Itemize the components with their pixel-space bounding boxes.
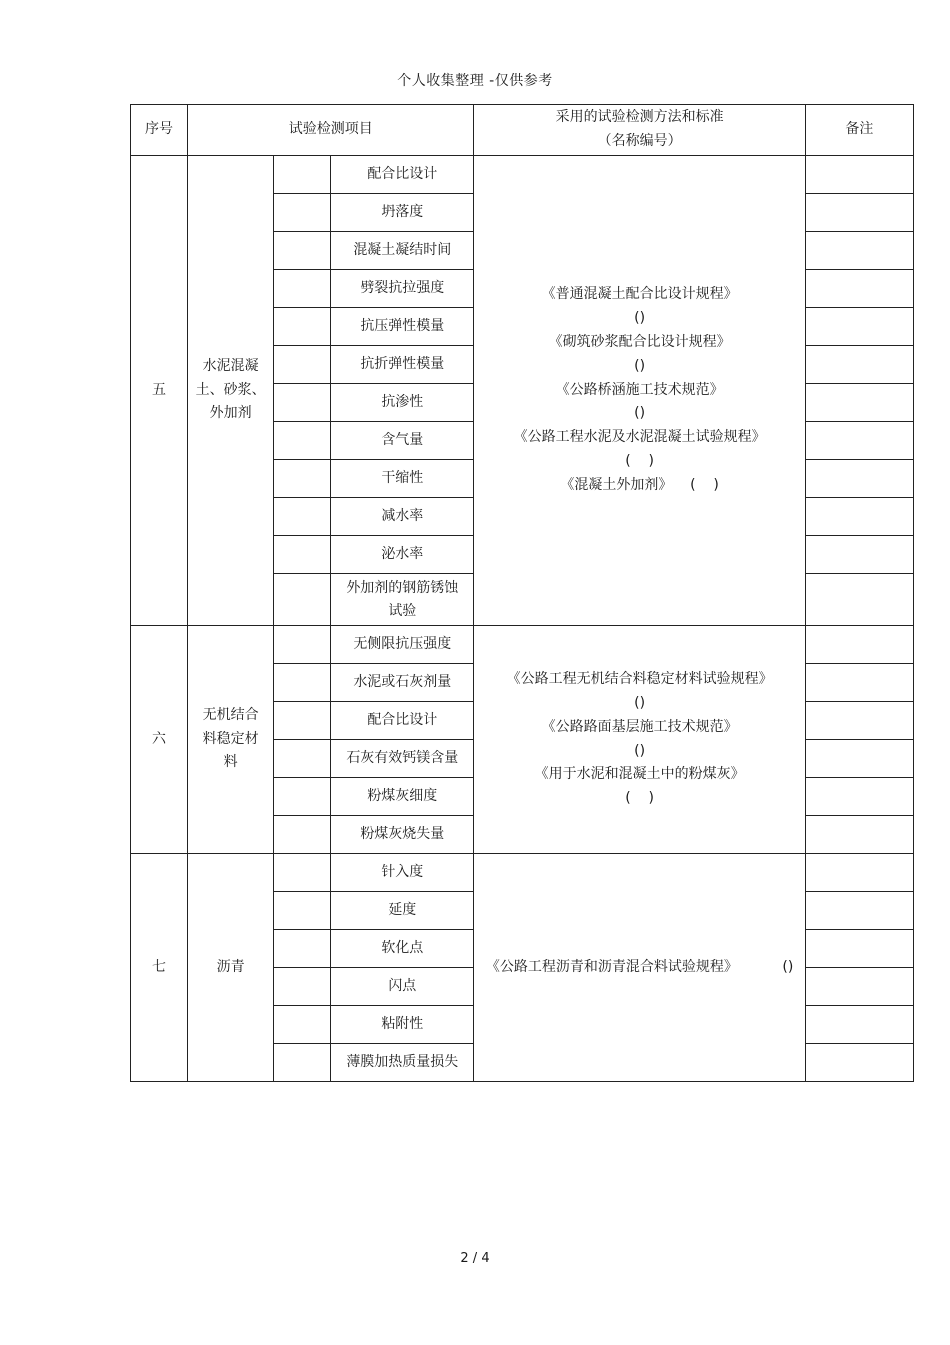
remark-cell [805, 384, 913, 422]
item-code-cell [274, 626, 331, 664]
standard-line: 《公路桥涵施工技术规范》 [555, 381, 724, 398]
remark-cell [805, 740, 913, 778]
category-line: 水泥混凝 [202, 357, 259, 374]
test-item: 闪点 [331, 968, 474, 1006]
standards-cell [474, 156, 805, 626]
item-code-cell [274, 270, 331, 308]
standard-line: ( ) [625, 452, 654, 469]
item-code-cell [274, 156, 331, 194]
table-row [131, 854, 914, 892]
group-number: 七 [131, 854, 188, 1082]
remark-cell [805, 892, 913, 930]
item-code-cell [274, 816, 331, 854]
remark-cell [805, 346, 913, 384]
remark-cell [805, 498, 913, 536]
header-method-line1: 采用的试验检测方法和标准 [555, 109, 724, 126]
test-item: 抗折弹性模量 [331, 346, 474, 384]
remark-cell [805, 930, 913, 968]
standard-line: () [634, 742, 646, 759]
category-line: 土、砂浆、 [195, 381, 266, 398]
test-item: 配合比设计 [331, 702, 474, 740]
group-category [188, 626, 274, 854]
test-item: 泌水率 [331, 536, 474, 574]
item-code-cell [274, 702, 331, 740]
item-code-cell [274, 1044, 331, 1082]
test-item: 薄膜加热质量损失 [331, 1044, 474, 1082]
test-item: 石灰有效钙镁含量 [331, 740, 474, 778]
test-item: 外加剂的钢筋锈蚀试验 [331, 574, 474, 626]
item-code-cell [274, 308, 331, 346]
remark-cell [805, 664, 913, 702]
item-code-cell [274, 892, 331, 930]
item-code-cell [274, 740, 331, 778]
table-row [131, 156, 914, 194]
item-code-cell [274, 346, 331, 384]
remark-cell [805, 422, 913, 460]
test-item: 干缩性 [331, 460, 474, 498]
test-item: 粘附性 [331, 1006, 474, 1044]
test-item: 抗渗性 [331, 384, 474, 422]
remark-cell [805, 270, 913, 308]
item-code-cell [274, 854, 331, 892]
item-code-cell [274, 498, 331, 536]
remark-cell [805, 854, 913, 892]
category-line: 料 [223, 754, 238, 771]
remark-cell [805, 574, 913, 626]
standard-line: () [634, 405, 646, 422]
remark-cell [805, 460, 913, 498]
test-item: 粉煤灰烧失量 [331, 816, 474, 854]
test-item: 配合比设计 [331, 156, 474, 194]
standard-line: 《公路工程无机结合料稳定材料试验规程》 [506, 671, 773, 688]
remark-cell [805, 816, 913, 854]
page-header: 个人收集整理 -仅供参考 [397, 73, 553, 89]
item-code-cell [274, 968, 331, 1006]
test-item: 无侧限抗压强度 [331, 626, 474, 664]
header-remark: 备注 [805, 105, 913, 156]
standard-line: ( ) [625, 790, 654, 807]
group-number: 五 [131, 156, 188, 626]
header-item: 试验检测项目 [188, 105, 474, 156]
test-item: 粉煤灰细度 [331, 778, 474, 816]
test-item: 水泥或石灰剂量 [331, 664, 474, 702]
item-code-cell [274, 574, 331, 626]
remark-cell [805, 1006, 913, 1044]
category-line: 无机结合 [202, 706, 259, 723]
header-method [474, 105, 805, 156]
item-code-cell [274, 422, 331, 460]
standards-cell [474, 854, 805, 1082]
item-code-cell [274, 194, 331, 232]
category-line: 外加剂 [209, 405, 252, 422]
standard-line: () [634, 357, 646, 374]
remark-cell [805, 232, 913, 270]
page-number: 2 / 4 [460, 1251, 490, 1266]
test-item: 软化点 [331, 930, 474, 968]
item-code-cell [274, 1006, 331, 1044]
test-item: 含气量 [331, 422, 474, 460]
standard-line: 《砌筑砂浆配合比设计规程》 [548, 334, 731, 350]
category-line: 料稳定材 [202, 730, 259, 747]
test-item: 坍落度 [331, 194, 474, 232]
standard-line: () [634, 694, 646, 711]
test-item: 劈裂抗拉强度 [331, 270, 474, 308]
remark-cell [805, 536, 913, 574]
standard-line: 《公路路面基层施工技术规范》 [541, 718, 738, 735]
group-category [188, 854, 274, 1082]
item-code-cell [274, 384, 331, 422]
item-code-cell [274, 536, 331, 574]
standard-line: 《公路工程水泥及水泥混凝土试验规程》 [513, 429, 766, 446]
table-header-row [131, 105, 914, 156]
test-item: 针入度 [331, 854, 474, 892]
header-no: 序号 [131, 105, 188, 156]
remark-cell [805, 702, 913, 740]
item-code-cell [274, 460, 331, 498]
remark-cell [805, 968, 913, 1006]
remark-cell [805, 308, 913, 346]
header-method-line2: （名称编号） [597, 133, 682, 149]
group-number: 六 [131, 626, 188, 854]
table-body [131, 156, 914, 1082]
standards-cell [474, 626, 805, 854]
test-item: 抗压弹性模量 [331, 308, 474, 346]
standard-line: 《普通混凝土配合比设计规程》 [541, 286, 738, 303]
group-category [188, 156, 274, 626]
remark-cell [805, 156, 913, 194]
standard-line: () [634, 310, 646, 327]
test-item: 减水率 [331, 498, 474, 536]
standard-line: 《用于水泥和混凝土中的粉煤灰》 [534, 766, 745, 783]
category-line: 沥青 [216, 958, 245, 975]
test-method-table [130, 104, 914, 1082]
standard-line: 《混凝土外加剂》 ( ) [560, 476, 719, 493]
standard-line: 《公路工程沥青和沥青混合料试验规程》 () [485, 958, 794, 975]
remark-cell [805, 1044, 913, 1082]
test-item: 混凝土凝结时间 [331, 232, 474, 270]
remark-cell [805, 626, 913, 664]
item-code-cell [274, 778, 331, 816]
table-row [131, 626, 914, 664]
item-code-cell [274, 664, 331, 702]
remark-cell [805, 778, 913, 816]
test-item: 延度 [331, 892, 474, 930]
remark-cell [805, 194, 913, 232]
item-code-cell [274, 232, 331, 270]
item-code-cell [274, 930, 331, 968]
